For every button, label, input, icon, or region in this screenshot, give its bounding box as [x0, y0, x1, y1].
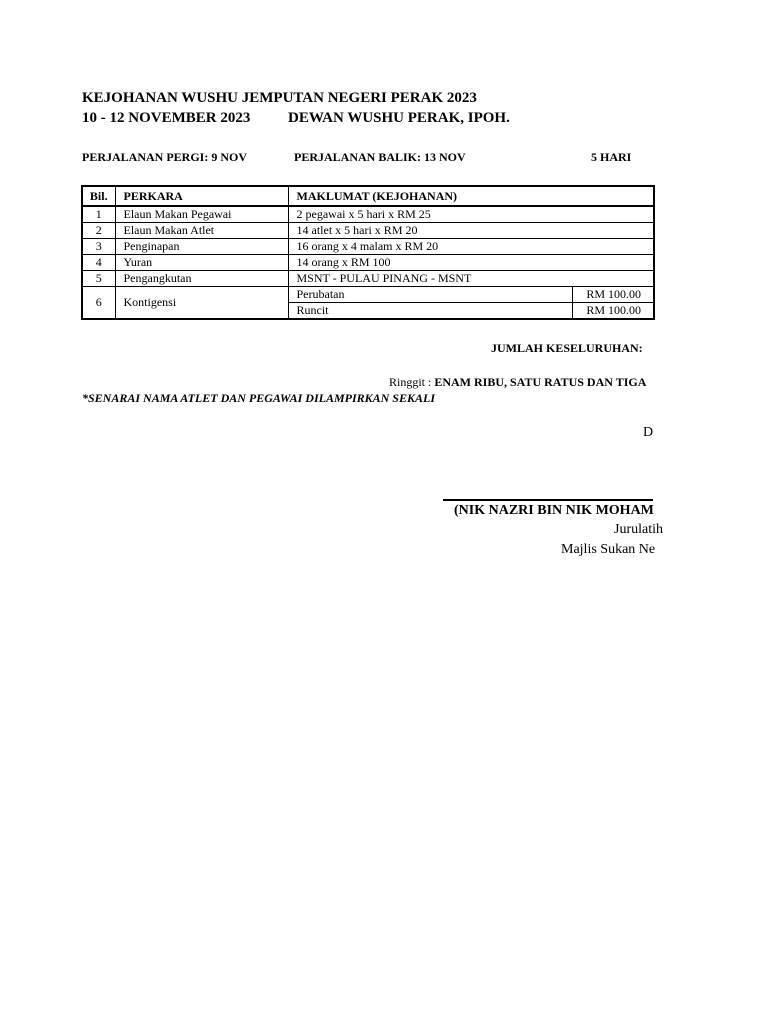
table-header-row [82, 186, 654, 206]
row-number: 4 [82, 255, 115, 271]
row-item: Elaun Makan Pegawai [115, 206, 288, 223]
header-perkara: PERKARA [115, 186, 288, 206]
contingency-sub-label: Perubatan [288, 287, 572, 303]
table-row [82, 271, 654, 287]
event-venue: DEWAN WUSHU PERAK, IPOH. [288, 110, 510, 126]
row-number: 5 [82, 271, 115, 287]
travel-depart: PERJALANAN PERGI: 9 NOV [82, 150, 247, 164]
prepared-fragment: D [643, 425, 654, 440]
row-item: Penginapan [115, 239, 288, 255]
row-detail: 2 pegawai x 5 hari x RM 25 [288, 206, 654, 223]
row-number: 2 [82, 223, 115, 239]
budget-table [81, 185, 655, 320]
row-item: Kontigensi [115, 287, 288, 320]
table-row [82, 223, 654, 239]
signatory-title: Jurulatih [614, 522, 663, 537]
row-detail: 16 orang x 4 malam x RM 20 [288, 239, 654, 255]
travel-days: 5 HARI [591, 150, 632, 164]
ringgit-words: ENAM RIBU, SATU RATUS DAN TIGA [434, 375, 647, 389]
row-item: Pengangkutan [115, 271, 288, 287]
row-number: 1 [82, 206, 115, 223]
signatory-name: (NIK NAZRI BIN NIK MOHAM [454, 503, 654, 518]
header-bil: Bil. [82, 186, 115, 206]
header-maklumat: MAKLUMAT (KEJOHANAN) [288, 186, 654, 206]
table-row [82, 287, 654, 303]
ringgit-label: Ringgit : [389, 375, 435, 389]
event-title: KEJOHANAN WUSHU JEMPUTAN NEGERI PERAK 2023 [82, 90, 477, 106]
row-detail: MSNT - PULAU PINANG - MSNT [288, 271, 654, 287]
signatory-org: Majlis Sukan Ne [561, 542, 656, 557]
travel-return: PERJALANAN BALIK: 13 NOV [294, 150, 466, 164]
contingency-sub-amount: RM 100.00 [572, 303, 654, 320]
event-dates: 10 - 12 NOVEMBER 2023 [82, 110, 251, 126]
ringgit-line [389, 375, 646, 390]
row-item: Elaun Makan Atlet [115, 223, 288, 239]
row-item: Yuran [115, 255, 288, 271]
row-number: 6 [82, 287, 115, 320]
table-row [82, 255, 654, 271]
row-number: 3 [82, 239, 115, 255]
attachment-note: *SENARAI NAMA ATLET DAN PEGAWAI DILAMPIRKAN SEKALI [82, 391, 435, 405]
signature-line [443, 499, 653, 501]
total-label: JUMLAH KESELURUHAN: [491, 341, 643, 355]
row-detail: 14 atlet x 5 hari x RM 20 [288, 223, 654, 239]
table-row [82, 206, 654, 223]
table-row [82, 239, 654, 255]
contingency-sub-label: Runcit [288, 303, 572, 320]
contingency-sub-amount: RM 100.00 [572, 287, 654, 303]
row-detail: 14 orang x RM 100 [288, 255, 654, 271]
